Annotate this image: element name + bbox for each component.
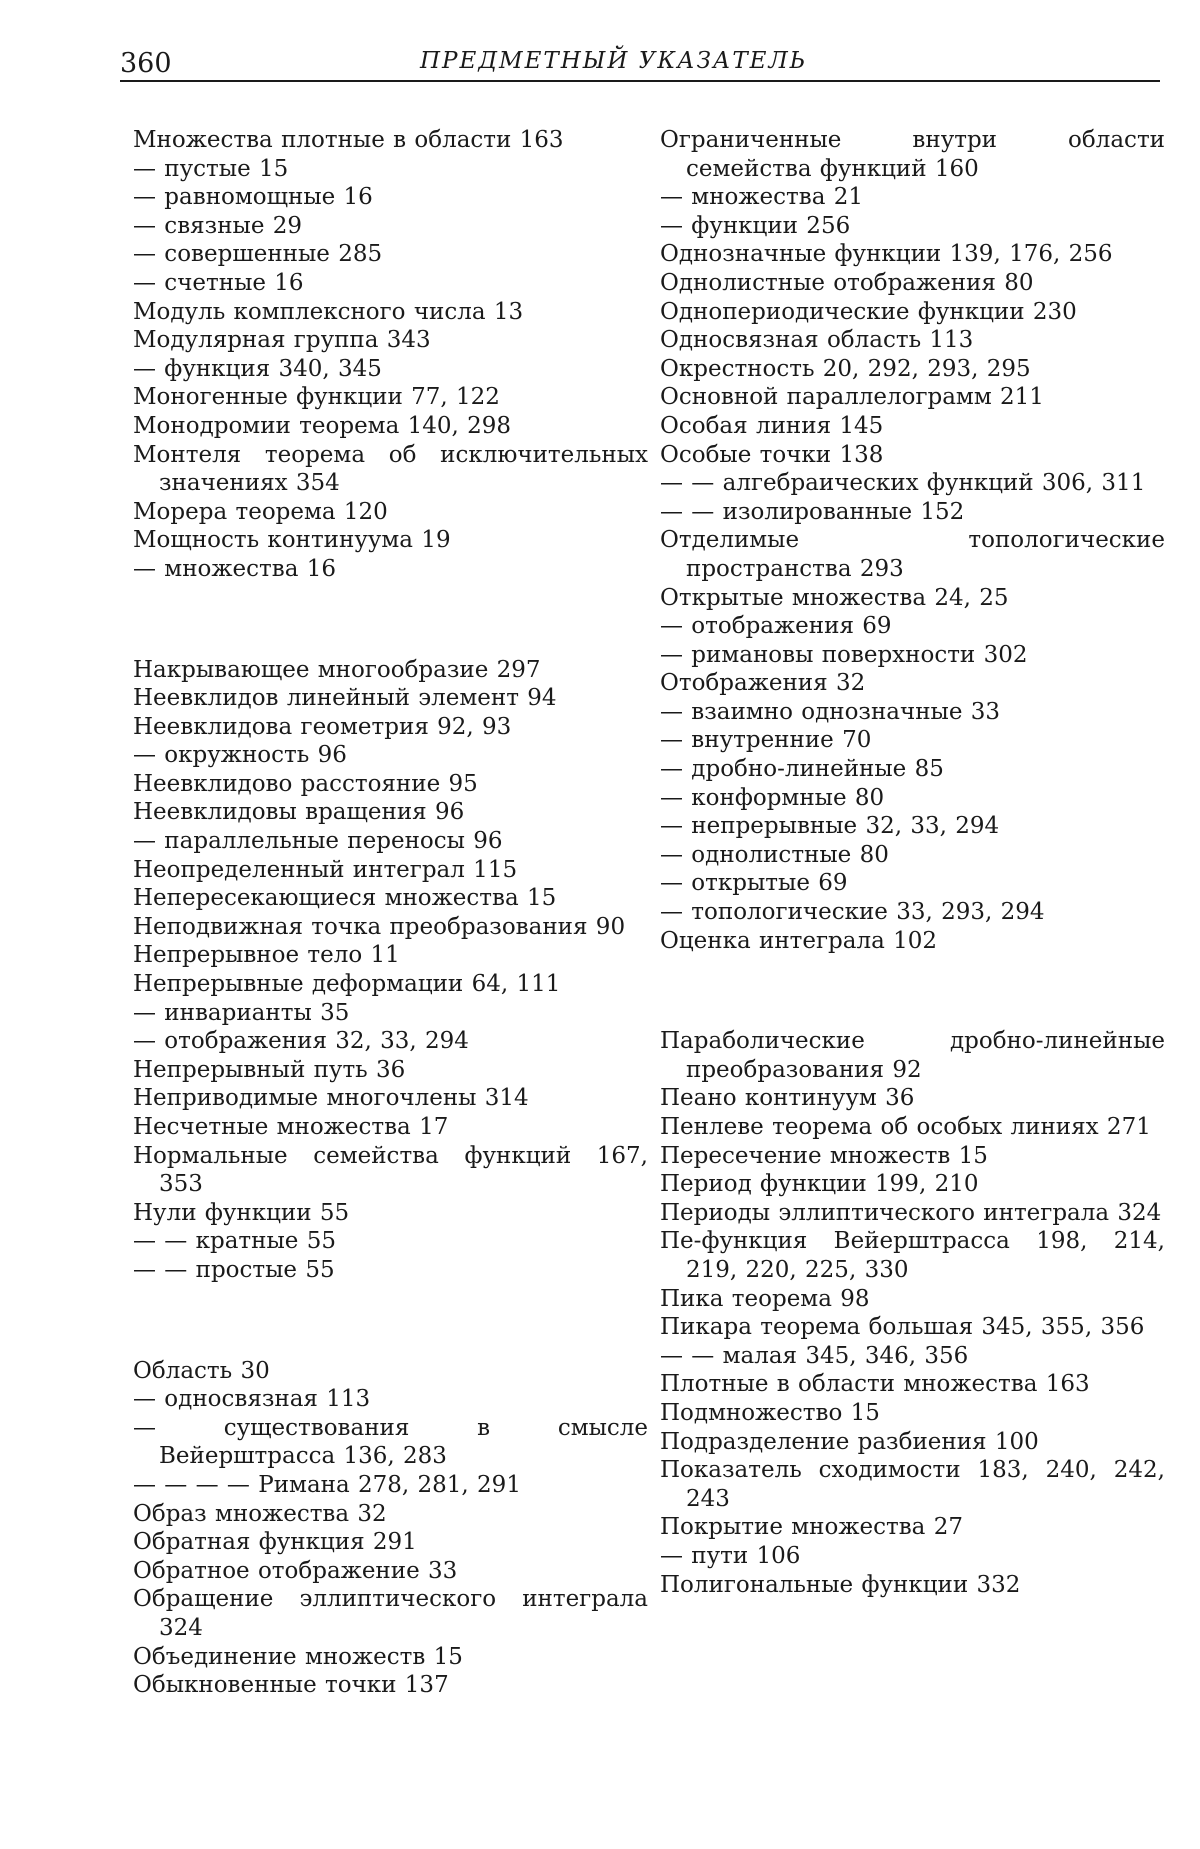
index-entry: Непрерывное тело 11	[133, 941, 648, 970]
index-entry: — конформные 80	[660, 784, 1165, 813]
index-entry: — отображения 32, 33, 294	[133, 1027, 648, 1056]
index-entry: — множества 21	[660, 183, 1165, 212]
index-entry: Покрытие множества 27	[660, 1513, 1165, 1542]
index-entry: Нормальные семейства функций 167, 353	[133, 1142, 648, 1199]
index-entry: Несчетные множества 17	[133, 1113, 648, 1142]
index-entry: — отображения 69	[660, 612, 1165, 641]
index-entry: Объединение множеств 15	[133, 1643, 648, 1672]
index-entry: Обратная функция 291	[133, 1528, 648, 1557]
index-entry: — — изолированные 152	[660, 498, 1165, 527]
index-entry: — римановы поверхности 302	[660, 641, 1165, 670]
index-entry: — взаимно однозначные 33	[660, 698, 1165, 727]
section-gap	[133, 1285, 648, 1357]
index-entry: — функции 256	[660, 212, 1165, 241]
index-entry: Оценка интеграла 102	[660, 927, 1165, 956]
index-entry: Плотные в области множества 163	[660, 1370, 1165, 1399]
index-entry: Неопределенный интеграл 115	[133, 856, 648, 885]
index-column-right	[660, 126, 1165, 1599]
index-entry: Подмножество 15	[660, 1399, 1165, 1428]
index-entry: Основной параллелограмм 211	[660, 383, 1165, 412]
index-entry: Обыкновенные точки 137	[133, 1671, 648, 1700]
index-entry: Область 30	[133, 1357, 648, 1386]
index-entry: — существования в смысле Вейерштрасса 136, 283	[133, 1414, 648, 1471]
index-entry: — совершенные 285	[133, 240, 648, 269]
index-entry: Накрывающее многообразие 297	[133, 656, 648, 685]
index-entry: Показатель сходимости 183, 240, 242, 243	[660, 1456, 1165, 1513]
index-entry: — — малая 345, 346, 356	[660, 1342, 1165, 1371]
index-entry: Подразделение разбиения 100	[660, 1428, 1165, 1457]
index-entry: Обращение эллиптического интеграла 324	[133, 1585, 648, 1642]
index-entry: Пеано континуум 36	[660, 1084, 1165, 1113]
index-entry: Монтеля теорема об исключительных значениях 354	[133, 441, 648, 498]
index-entry: — равномощные 16	[133, 183, 648, 212]
index-entry: Модуль комплексного числа 13	[133, 298, 648, 327]
index-entry: — — — — Римана 278, 281, 291	[133, 1471, 648, 1500]
page-number: 360	[120, 48, 172, 79]
index-entry: — однолистные 80	[660, 841, 1165, 870]
index-entry: Неевклидовы вращения 96	[133, 798, 648, 827]
index-entry: Моногенные функции 77, 122	[133, 383, 648, 412]
index-entry: Односвязная область 113	[660, 326, 1165, 355]
index-entry: Непрерывные деформации 64, 111	[133, 970, 648, 999]
index-entry: Отображения 32	[660, 669, 1165, 698]
index-entry: Однозначные функции 139, 176, 256	[660, 240, 1165, 269]
section-gap	[660, 955, 1165, 1027]
index-entry: — функция 340, 345	[133, 355, 648, 384]
index-entry: Ограниченные внутри области семейства функций 160	[660, 126, 1165, 183]
index-entry: Пикара теорема большая 345, 355, 356	[660, 1313, 1165, 1342]
index-entry: — связные 29	[133, 212, 648, 241]
page-header	[120, 44, 1160, 86]
index-entry: — — кратные 55	[133, 1227, 648, 1256]
index-entry: Неевклидова геометрия 92, 93	[133, 713, 648, 742]
index-entry: — топологические 33, 293, 294	[660, 898, 1165, 927]
index-entry: Отделимые топологические пространства 293	[660, 526, 1165, 583]
index-entry: — инварианты 35	[133, 999, 648, 1028]
header-rule	[120, 80, 1160, 82]
index-entry: Множества плотные в области 163	[133, 126, 648, 155]
index-entry: — дробно-линейные 85	[660, 755, 1165, 784]
index-entry: Пенлеве теорема об особых линиях 271	[660, 1113, 1165, 1142]
index-entry: Периоды эллиптического интеграла 324	[660, 1199, 1165, 1228]
index-entry: — внутренние 70	[660, 726, 1165, 755]
index-entry: Нули функции 55	[133, 1199, 648, 1228]
index-section	[133, 1357, 648, 1700]
index-entry: Образ множества 32	[133, 1500, 648, 1529]
section-gap	[133, 584, 648, 656]
running-title: ПРЕДМЕТНЫЙ УКАЗАТЕЛЬ	[420, 48, 807, 74]
index-entry: — открытые 69	[660, 869, 1165, 898]
index-entry: Полигональные функции 332	[660, 1571, 1165, 1600]
index-entry: — — алгебраических функций 306, 311	[660, 469, 1165, 498]
index-entry: — пути 106	[660, 1542, 1165, 1571]
index-section	[660, 1027, 1165, 1599]
index-entry: Неевклидово расстояние 95	[133, 770, 648, 799]
index-entry: — параллельные переносы 96	[133, 827, 648, 856]
index-entry: — множества 16	[133, 555, 648, 584]
index-entry: Особые точки 138	[660, 441, 1165, 470]
index-entry: Мощность континуума 19	[133, 526, 648, 555]
index-section	[133, 126, 648, 584]
index-entry: — пустые 15	[133, 155, 648, 184]
index-entry: — — простые 55	[133, 1256, 648, 1285]
index-entry: Морера теорема 120	[133, 498, 648, 527]
index-entry: Однопериодические функции 230	[660, 298, 1165, 327]
index-entry: — односвязная 113	[133, 1385, 648, 1414]
index-column-left	[133, 126, 648, 1700]
index-entry: Обратное отображение 33	[133, 1557, 648, 1586]
index-entry: Неподвижная точка преобразования 90	[133, 913, 648, 942]
index-entry: Однолистные отображения 80	[660, 269, 1165, 298]
index-entry: Неевклидов линейный элемент 94	[133, 684, 648, 713]
index-entry: Пе-функция Вейерштрасса 198, 214, 219, 220, 225, 330	[660, 1227, 1165, 1284]
index-entry: Пика теорема 98	[660, 1285, 1165, 1314]
index-entry: Модулярная группа 343	[133, 326, 648, 355]
index-entry: Непересекающиеся множества 15	[133, 884, 648, 913]
index-entry: — непрерывные 32, 33, 294	[660, 812, 1165, 841]
index-section	[660, 126, 1165, 955]
index-entry: Пересечение множеств 15	[660, 1142, 1165, 1171]
index-entry: Открытые множества 24, 25	[660, 584, 1165, 613]
index-entry: Период функции 199, 210	[660, 1170, 1165, 1199]
index-entry: — счетные 16	[133, 269, 648, 298]
index-section	[133, 656, 648, 1285]
index-entry: Непрерывный путь 36	[133, 1056, 648, 1085]
index-entry: Монодромии теорема 140, 298	[133, 412, 648, 441]
index-entry: Особая линия 145	[660, 412, 1165, 441]
index-entry: Параболические дробно-линейные преобразования 92	[660, 1027, 1165, 1084]
index-entry: — окружность 96	[133, 741, 648, 770]
index-entry: Неприводимые многочлены 314	[133, 1084, 648, 1113]
index-entry: Окрестность 20, 292, 293, 295	[660, 355, 1165, 384]
